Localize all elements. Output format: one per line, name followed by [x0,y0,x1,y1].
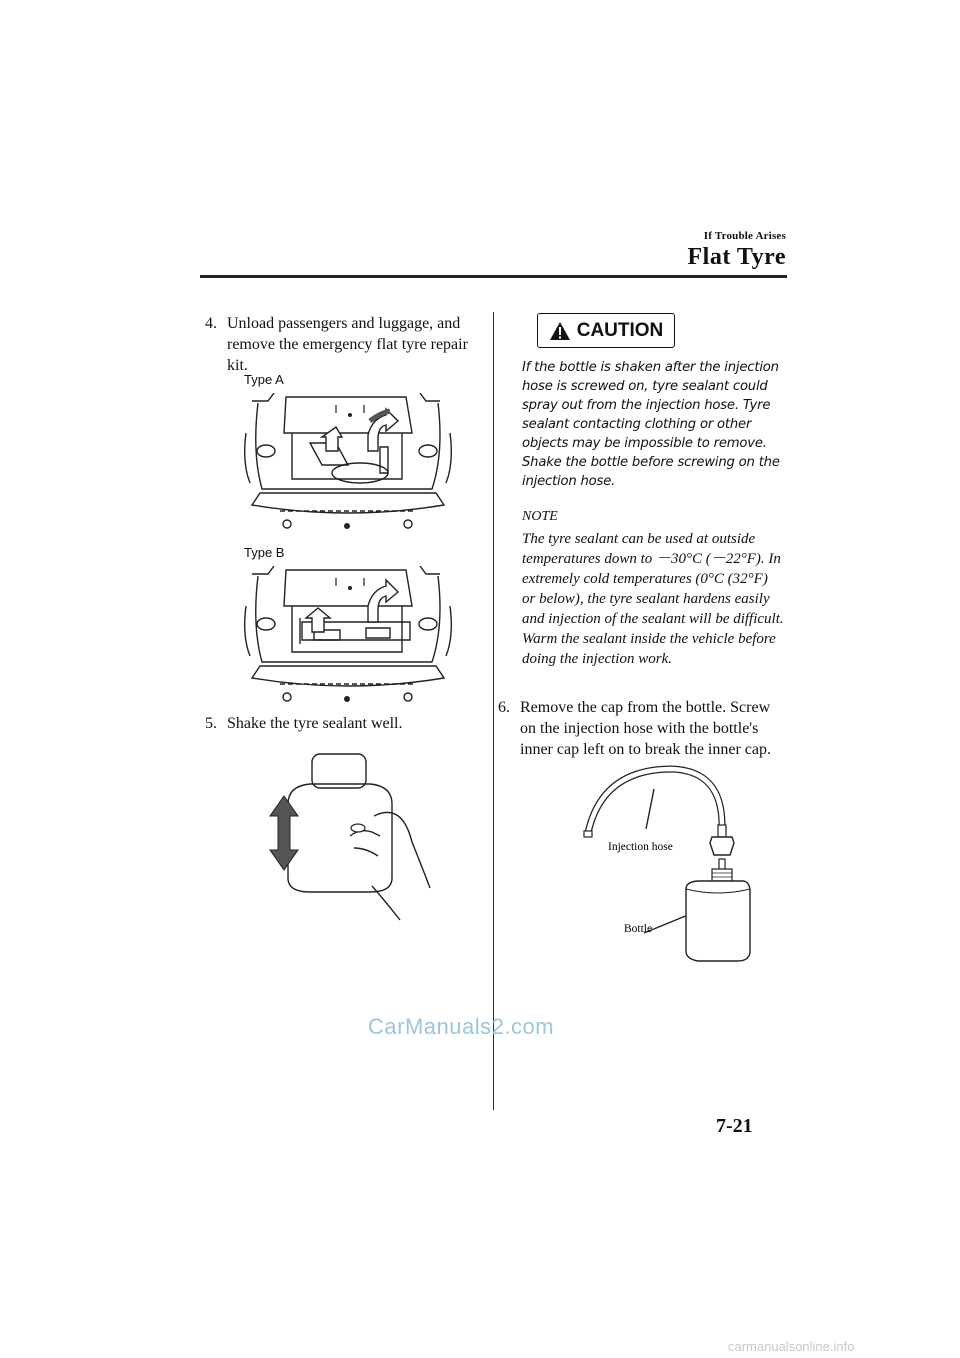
page-number: 7-21 [716,1115,753,1137]
bottle-label: Bottle [624,923,653,935]
type-b-label: Type B [244,545,285,560]
step-5 [205,713,475,734]
caution-label: CAUTION [576,319,664,341]
note-heading: NOTE [522,509,558,524]
step-4-number: 4. [205,315,217,332]
step-6-text: Remove the cap from the bottle. Screw on the injection hose with the bottle's inner cap left on to break the inner cap. [520,699,771,758]
injection-hose-label: Injection hose [608,841,673,853]
type-b-cargo-illustration [240,566,455,706]
section-title: If Trouble Arises [703,230,786,242]
step-5-text: Shake the tyre sealant well. [227,715,403,732]
type-a-label: Type A [244,372,284,387]
warning-icon [549,321,571,341]
header-rule [200,275,787,278]
step-5-number: 5. [205,715,217,732]
column-divider [493,312,494,1110]
type-a-cargo-illustration [240,393,455,533]
step-6-number: 6. [498,699,510,716]
page-title: Flat Tyre [687,244,786,270]
watermark: CarManuals2.com [368,1014,555,1039]
footer-watermark: carmanualsonline.info [728,1339,855,1354]
step-4-text: Unload passengers and luggage, and remove the emergency flat tyre repair kit. [227,315,468,374]
step-4 [205,313,475,376]
injection-hose-illustration [572,765,762,970]
caution-text: If the bottle is shaken after the injection hose is screwed on, tyre sealant could spray out from the injection hose. Tyre sealant contacting clothing or other objects may be impossible to remove. Shake the bottle before screwing on the injection hose. [522,360,780,489]
caution-badge [537,313,675,348]
shake-bottle-illustration [262,752,442,927]
note-text: The tyre sealant can be used at outside temperatures down to －30°C (－22°F). In extremely cold temperatures (0°C (32°F) or below), the tyre sealant hardens easily and injection of the sealant will be difficult. Warm the sealant inside the vehicle before doing the injection work. [522,531,784,667]
step-6 [498,697,788,760]
